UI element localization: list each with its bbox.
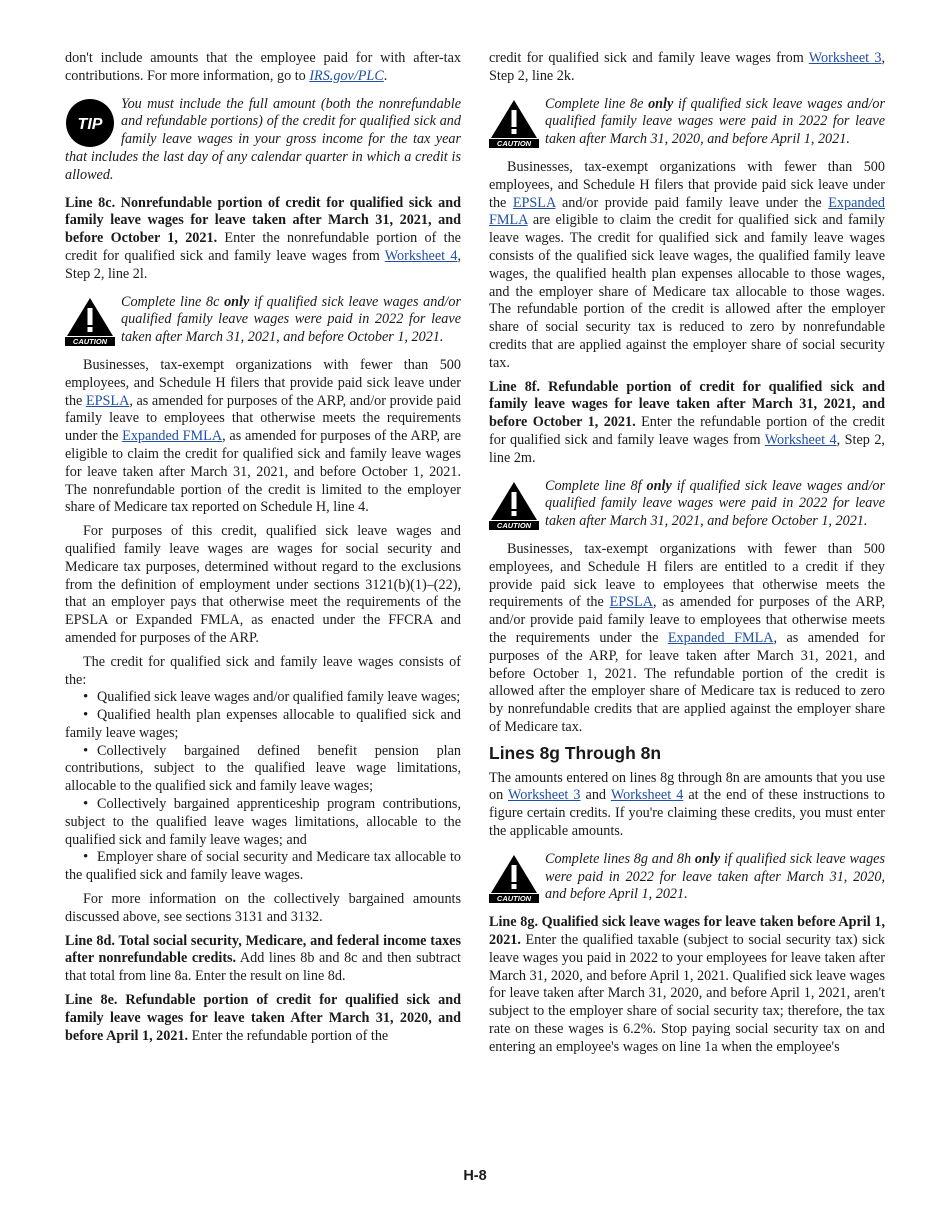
paragraph: The credit for qualified sick and family leave wages consists of the: [65,653,461,688]
epsla-link[interactable]: EPSLA [609,594,653,611]
tip-label: TIP [77,115,103,133]
expanded-fmla-link[interactable]: Expanded FMLA [122,428,223,445]
caution-icon [65,296,115,346]
caution-icon [489,853,539,903]
irs-plc-link[interactable]: IRS.gov/PLC [309,67,384,84]
page-number: H-8 [463,1168,487,1184]
paragraph: credit for qualified sick and family leave wages from Worksheet 3, Step 2, line 2k. [489,50,885,84]
caution-callout: CAUTION Complete line 8e only if qualified sick leave wages and/or qualified family leave wages were paid in 2022 for leave taken after March 31, 2020, and before April 1, 2021. [489,96,885,149]
caution-label: CAUTION [496,138,532,148]
list-item: • Employer share of social security and Medicare tax allocable to the qualified sick and family leave wages. [65,849,461,885]
caution-label: CAUTION [496,520,532,530]
worksheet-3-link[interactable]: Worksheet 3 [808,50,882,66]
line-8c: Line 8c. Nonrefundable portion of credit for qualified sick and family leave wages for leave taken after March 31, 2021, and before October 1, 2021. Enter the nonrefundable portion of the credit for qualified sick and family leave wages from Worksheet 4, Step 2, line 2l. [65,194,461,282]
line-8d: Line 8d. Total social security, Medicare, and federal income taxes after nonrefundable credits. Add lines 8b and 8c and then subtract that total from line 8a. Enter the result on line 8d. [65,932,461,985]
tip-icon [65,98,115,148]
list-item: • Qualified health plan expenses allocable to qualified sick and family leave wages; [65,707,461,743]
paragraph: The amounts entered on lines 8g through 8n are amounts that you use on Worksheet 3 and Worksheet 4 at the end of these instructions to figure certain credits. If you're claiming these credits, you must enter the applicable amounts. [489,769,886,840]
tip-callout [65,96,461,185]
right-column [489,50,885,1063]
worksheet-3-link[interactable]: Worksheet 3 [508,787,581,804]
paragraph: For purposes of this credit, qualified sick leave wages and qualified family leave wages are wages for social security and Medicare tax purposes, determined without regard to the exclusions from the definition of employment under sections 3121(b)(1)–(22), that an employer pays that otherwise meet the requirements of the EPSLA or Expanded FMLA, as enacted under the FFCRA and amended for purposes of the ARP. [65,523,461,646]
epsla-link[interactable]: EPSLA [512,194,556,211]
paragraph: Businesses, tax-exempt organizations with fewer than 500 employees, and Schedule H filers that provide paid sick leave under the EPSLA and/or provide paid family leave under the Expanded FMLA are eligible to claim the credit for qualified sick and family leave wages. The credit for qualified sick and family leave wages consists of the qualified sick leave wages, the qualified family leave wages, the qualified health plan expenses allocable to those wages, and the employer share of Medicare tax allocable to those wages. The refundable portion of the credit is allowed after the employer share of social security tax is reduced to zero by nonrefundable credits that are applied against the employer share of social security tax. [489,158,885,371]
expanded-fmla-link[interactable]: Expanded FMLA [667,629,774,646]
caution-icon [489,98,539,148]
paragraph: Businesses, tax-exempt organizations with fewer than 500 employees, and Schedule H filers are entitled to a credit if they provide paid sick leave to employees that otherwise meets the requirements of the EPSLA, as amended for purposes of the ARP, and/or provide paid family leave to employees that otherwise meets the requirements under the Expanded FMLA, as amended for purposes of the ARP, for leave taken after March 31, 2021, and before October 1, 2021. The refundable portion of the credit is allowed after the employer share of Medicare tax is reduced to zero by nonrefundable credits that are applied against the employer share of Medicare tax. [489,540,885,735]
paragraph: For more information on the collectively bargained amounts discussed above, see sections 3131 and 3132. [65,891,461,925]
worksheet-4-link[interactable]: Worksheet 4 [764,431,837,448]
caution-callout: CAUTION Complete line 8c only if qualified sick leave wages and/or qualified family leave wages were paid in 2022 for leave taken after March 31, 2021, and before October 1, 2021. [65,294,461,347]
paragraph: don't include amounts that the employee paid for with after-tax contributions. For more information, go to IRS.gov/PLC. [65,50,461,84]
section-heading: Lines 8g Through 8n [489,742,662,763]
caution-label: CAUTION [72,336,108,346]
line-8g: Line 8g. Qualified sick leave wages for leave taken before April 1, 2021. Enter the qualified taxable (subject to social security tax) sick leave wages you paid in 2022 to your employees for leave taken after March 31, 2020, and before April 1, 2021. Qualified sick leave wages for leave taken after March 31, 2020, and before April 1, 2021, aren't subject to the employer share of social security tax; therefore, the tax rate on these wages is 6.2%. Stop paying social security tax on and entering an employee's wages on line 1a when the employee's [489,914,885,1055]
line-8e: Line 8e. Refundable portion of credit for qualified sick and family leave wages for leave taken After March 31, 2020, and before April 1, 2021. Enter the refundable portion of the [65,992,461,1044]
caution-label: CAUTION [496,893,532,903]
worksheet-4-link[interactable]: Worksheet 4 [384,247,458,264]
expanded-fmla-link[interactable]: Expanded FMLA [489,194,885,229]
caution-callout: CAUTION Complete line 8f only if qualified sick leave wages and/or qualified family leave wages were paid in 2022 for leave taken after March 31, 2021, and before October 1, 2021. [489,478,885,531]
worksheet-4-link[interactable]: Worksheet 4 [610,787,684,804]
tip-text: You must include the full amount (both the nonrefundable and refundable portions) of the credit for qualified sick and family leave wages in your gross income for the tax year that includes the last day of any calendar quarter in which a credit is allowed. [65,95,461,183]
list-item: • Collectively bargained defined benefit pension plan contributions, subject to the qualified leave wage limitations, allocable to the qualified sick and family leave wages; [65,743,461,796]
caution-icon [489,480,539,530]
list-item: • Collectively bargained apprenticeship program contributions, subject to the qualified leave wages limitations, allocable to the qualified sick and family leave wages; and [65,796,461,849]
list-item: • Qualified sick leave wages and/or qualified family leave wages; [65,689,461,707]
epsla-link[interactable]: EPSLA [85,392,130,409]
left-column [65,50,461,1051]
line-8f: Line 8f. Refundable portion of credit for qualified sick and family leave wages for leave taken after March 31, 2021, and before October 1, 2021. Enter the refundable portion of the credit for qualified sick and family leave wages from Worksheet 4, Step 2, line 2m. [489,378,885,466]
paragraph: Businesses, tax-exempt organizations with fewer than 500 employees, and Schedule H filers that provide paid sick leave under the EPSLA, as amended for purposes of the ARP, and/or provide paid family leave to employees that otherwise meets the requirements under the Expanded FMLA, as amended for purposes of the ARP, are eligible to claim the credit for qualified sick and family leave wages for leave taken after March 31, 2021, and before October 1, 2021. The nonrefundable portion of the credit is limited to the employer share of Medicare tax reported on Schedule H, line 4. [65,356,461,516]
caution-callout: CAUTION Complete lines 8g and 8h only if qualified sick leave wages were paid in 2022 for leave taken after March 31, 2020, and before April 1, 2021. [489,851,885,904]
